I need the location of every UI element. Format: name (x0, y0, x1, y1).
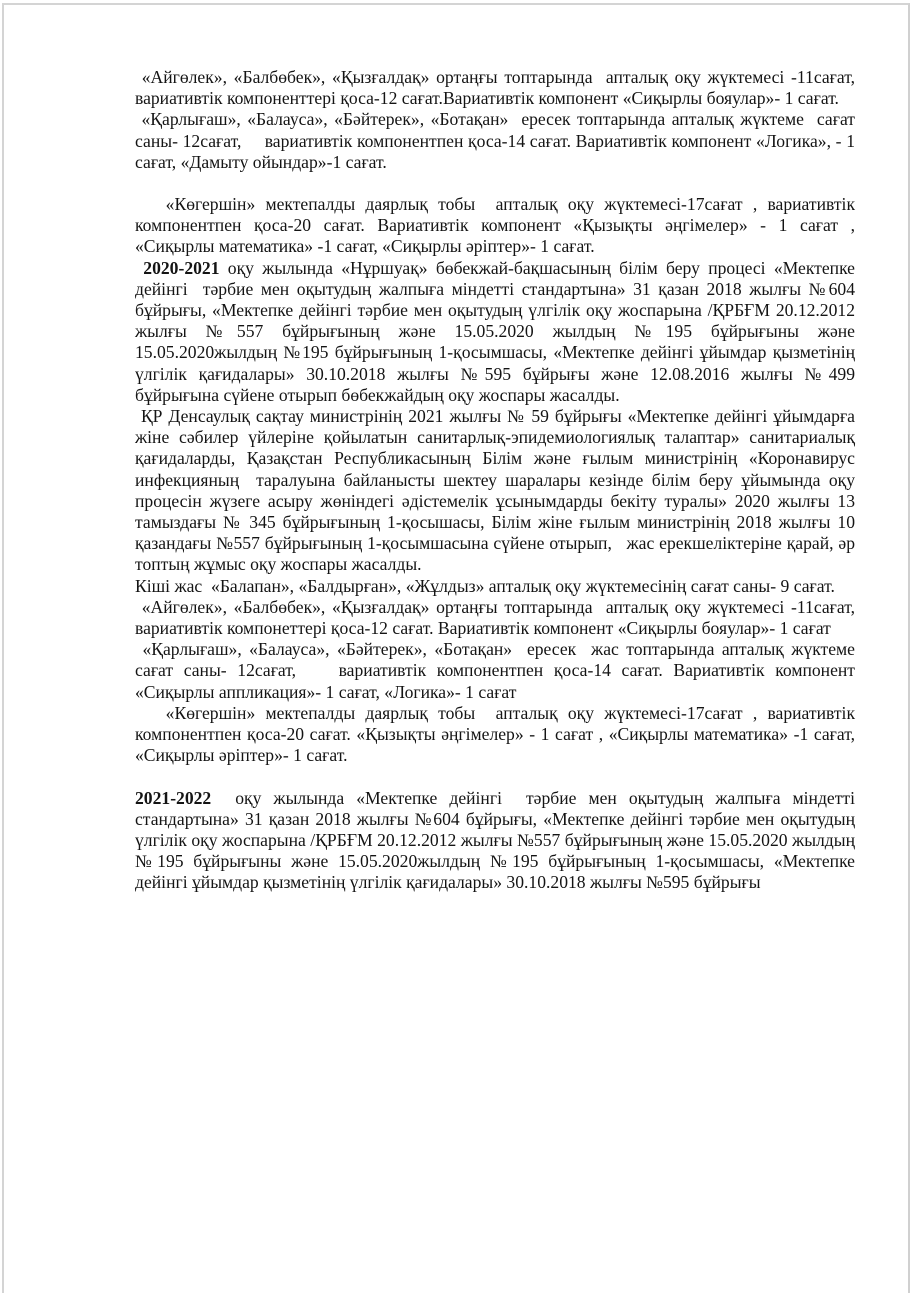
paragraph-text: оқу жылында «Нұршуақ» бөбекжай-бақшасының білім беру процесі «Мектепке дейінгі тәрбие мен оқытудың жалпыға міндетті стандартына» 31 қазан 2018 жылғы №604 бұйрығы, «Мектепке дейінгі тәрбие мен оқытудың үлгілік оқу жоспарына /ҚРБҒМ 20.12.2012 жылғы №557 бұйрығының және 15.05.2020 жылдың №195 бұйрығыны және 15.05.2020жылдың №195 бұйрығының 1-қосымшасы, «Мектепке дейінгі ұйымдар қызметінің үлгілік қағидалары» 30.10.2018 жылғы №595 бұйрығы және 12.08.2016 жылғы №499 бұйрығына сүйене отырып бөбекжайдың оқу жоспары жасалды. (135, 257, 860, 405)
year-heading: 2020-2021 (135, 257, 220, 278)
paragraph-spacer (135, 767, 855, 788)
paragraph-text: «Айгөлек», «Балбөбек», «Қызғалдақ» ортаңғы топтарында апталық оқу жүктемесі -11сағат, вариативтік компонеттері қоса-12 сағат. Вариативтік компонент «Сиқырлы бояулар»- 1 сағат (135, 596, 869, 639)
paragraph-junior-groups (135, 576, 855, 597)
paragraph-2020-2021 (135, 257, 860, 406)
paragraph-preschool-group-2 (135, 702, 860, 767)
paragraph-senior-groups-2 (135, 639, 864, 703)
paragraph-text: оқу жылында «Мектепке дейінгі тәрбие мен оқытудың жалпыға міндетті стандартына» 31 қазан 2018 жылғы №604 бұйрығы, «Мектепке дейінгі тәрбие мен оқытудың үлгілік оқу жоспарына /ҚРБҒМ 20.12.2012 жылғы №557 бұйрығының және 15.05.2020 жылдың №195 бұйрығыны және 15.05.2020жылдың №195 бұйрығының 1-қосымшасы, «Мектепке дейінгі ұйымдар қызметінің үлгілік қағидалары» 30.10.2018 жылғы №595 бұйрығы (135, 787, 860, 893)
year-heading: 2021-2022 (135, 787, 212, 808)
paragraph-text: «Қарлығаш», «Балауса», «Бәйтерек», «Ботақан» ересек жас топтарында апталық жүктеме сағат саны- 12сағат, вариативтік компонентпен қоса-14 сағат. Вариативтік компонент «Сиқырлы аппликация»- 1 сағат, «Логика»- 1 сағат (135, 639, 864, 702)
document-page (2, 3, 910, 1293)
paragraph-spacer (135, 173, 855, 194)
paragraph-middle-groups (135, 67, 869, 109)
paragraph-text: Кіші жас «Балапан», «Балдырған», «Жұлдыз» апталық оқу жүктемесінің сағат саны- 9 сағат. (135, 575, 835, 596)
paragraph-senior-groups (135, 109, 860, 173)
paragraph-text: «Қарлығаш», «Балауса», «Бәйтерек», «Ботақан» ересек топтарында апталық жүктеме сағат саны- 12сағат, вариативтік компонентпен қоса-14 сағат. Вариативтік компонент «Логика», - 1 сағат, «Дамыту ойындар»-1 сағат. (135, 109, 860, 172)
paragraph-health-ministry (135, 406, 860, 576)
paragraph-middle-groups-2 (135, 596, 869, 639)
document-body (135, 67, 869, 894)
paragraph-text: «Көгершін» мектепалды даярлық тобы апталық оқу жүктемесі-17сағат , вариативтік компонентпен қоса-20 сағат. Вариативтік компонент «Қызықты әңгімелер» - 1 сағат , «Сиқырлы математика» -1 сағат, «Сиқырлы әріптер»- 1 сағат. (135, 194, 860, 257)
paragraph-text: «Көгершін» мектепалды даярлық тобы апталық оқу жүктемесі-17сағат , вариативтік компонентпен қоса-20 сағат. «Қызықты әңгімелер» - 1 сағат , «Сиқырлы математика» -1 сағат, «Сиқырлы әріптер»- 1 сағат. (135, 702, 860, 766)
paragraph-text: «Айгөлек», «Балбөбек», «Қызғалдақ» ортаңғы топтарында апталық оқу жүктемесі -11сағат, вариативтік компоненттері қоса-12 сағат.Вариативтік компонент «Сиқырлы бояулар»- 1 сағат. (135, 67, 869, 109)
paragraph-preschool-group (135, 194, 860, 258)
paragraph-text: ҚР Денсаулық сақтау министрінің 2021 жылғы № 59 бұйрығы «Мектепке дейінгі ұйымдарға жіне сәбилер үйлеріне қойылатын санитарлық-эпидемиологиялық талаптар» санитариалық қағидаларды, Қазақстан Республикасының Білім және ғылым министрінің «Коронавирус инфекцияның таралуына байланысты шектеу шаралары кезінде білім беру ұйымында оқу процесін жүзеге асыру жөніндегі әдістемелік ұсынымдарды бекіту туралы» 2020 жылғы 13 тамыздағы № 345 бұйрығының 1-қосышасы, Білім жіне ғылым министрінің 2018 жылғы 10 қазандағы №557 бұйрығының 1-қосымшасына сүйене отырып, жас ерекшеліктеріне қарай, әр топтың жұмыс оқу жоспары жасалды. (135, 406, 860, 575)
paragraph-2021-2022 (135, 787, 860, 894)
